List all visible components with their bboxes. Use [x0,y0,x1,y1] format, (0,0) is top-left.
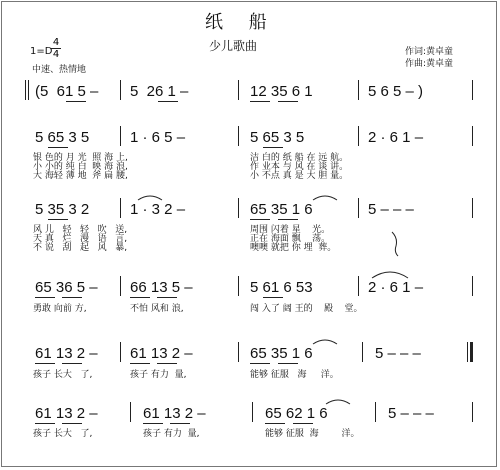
row1-measure2: 5 26 1 – [130,83,189,100]
row6-lyric-c: 能够 征服 海 洋。 [265,429,360,439]
row3-lyric-verse1-b: 周围 闪着 星 光。 [250,225,331,235]
row3-measure4: 5 – – – [368,201,414,218]
row5-measure2: 61 13 2 – [130,345,193,362]
row5-lyric-b: 孩子 有力 量, [130,370,187,380]
row2-measure3: 5 65 3 5 [250,129,305,146]
row2-lyric-verse1-b: 洁 白的 纸 船 在 远 航。 [250,153,349,163]
row2-lyric-verse2-a: 小 小的 纯 白 映 海 浪, [33,162,128,172]
slur [138,196,162,200]
row6-measure2: 61 13 2 – [143,405,206,422]
slur [313,196,337,200]
song-title: 纸 船 [205,12,277,33]
row1-measure1: (5 61 5 – [35,83,99,100]
row2-measure4: 2 · 6 1 – [368,129,424,146]
song-subtitle: 少儿歌曲 [209,39,258,53]
row3-lyric-verse3-b: 噢噢 就把 你 埋 葬。 [250,243,337,253]
row6-lyric-a: 孩子 长大 了, [33,429,93,439]
row2-lyric-verse1-a: 银 色的 月 光 照 海 上, [33,153,128,163]
row4-lyric-a: 勇敢 向前 方, [33,304,87,314]
row4-measure1: 65 36 5 – [35,279,98,296]
row3-measure3: 65 35 1 6 [250,201,313,218]
row3-lyric-verse3-a: 不 说 刮 起 风 暴, [33,243,128,253]
row5-lyric-c: 能够 征服 海 洋。 [250,370,339,380]
row4-measure4: 2 · 6 1 – [368,279,424,296]
verse-bracket [392,232,398,256]
slur [313,340,337,344]
row6-measure3: 65 62 1 6 [265,405,328,422]
row2-lyric-verse2-b: 作 业本 与 风 在 谈 讲。 [250,162,349,172]
row6-measure4: 5 – – – [388,405,434,422]
row5-lyric-a: 孩子 长大 了, [33,370,93,380]
row2-measure2: 1 · 6 5 – [130,129,186,146]
key-signature: 1=D [30,46,53,57]
row2-measure1: 5 65 3 5 [35,129,90,146]
row3-measure2: 1 · 3 2 – [130,201,186,218]
time-signature-top: 4 [52,37,60,48]
row5-measure4: 5 – – – [375,345,421,362]
row3-measure1: 5 35 3 2 [35,201,90,218]
row4-lyric-b: 不怕 风和 浪, [130,304,184,314]
row2-lyric-verse3-a: 大 海轻 薄 地 斧 扁 腰, [33,171,128,181]
row1-measure4: 5 6 5 – ) [368,83,424,100]
row5-measure3: 65 35 1 6 [250,345,313,362]
composer-credit: 作曲:黄卓童 [405,59,454,69]
row4-lyric-c: 闯 入了 阔 王的 殿 堂。 [250,304,363,314]
lyricist-credit: 作词:黄卓童 [405,47,454,57]
slur [326,400,350,404]
row3-lyric-verse2-b: 正在 海面 飘 荡。 [250,234,331,244]
row4-measure2: 66 13 5 – [130,279,193,296]
row4-measure3: 5 61 6 53 [250,279,313,296]
row2-lyric-verse3-b: 小 不点 真 是 大 胆 量。 [250,171,349,181]
row6-measure1: 61 13 2 – [35,405,98,422]
time-signature-bottom: 4 [52,49,60,60]
row5-measure1: 61 13 2 – [35,345,98,362]
row3-lyric-verse1-a: 风 儿 轻 轻 吹 送, [33,225,128,235]
row1-measure3: 12 35 6 1 [250,83,313,100]
slur [372,272,408,278]
row3-lyric-verse2-a: 天 真 烂 漫 语 言, [33,234,128,244]
row6-lyric-b: 孩子 有力 量, [143,429,200,439]
tempo-marking: 中速、热情地 [32,65,87,75]
